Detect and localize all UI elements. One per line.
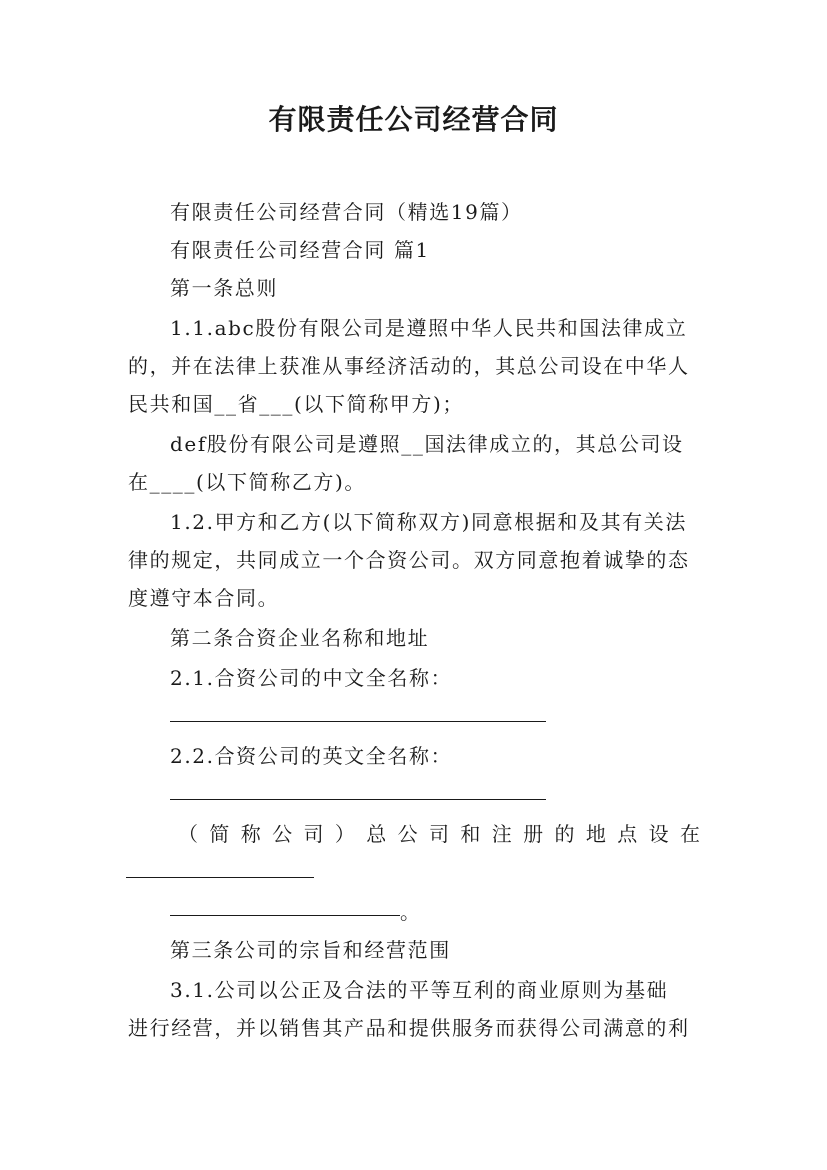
article-heading: 第一条总则 [170,276,278,300]
article-heading: 第三条公司的宗旨和经营范围 [170,938,451,962]
paragraph-line: （简称公司）总公司和注册的地点设在 [178,822,701,846]
fill-in-blank [170,915,400,916]
paragraph-line: 律的规定，共同成立一个合资公司。双方同意抱着诚挚的态 [128,548,690,572]
paragraph-line: 1.1.abc股份有限公司是遵照中华人民共和国法律成立 [170,316,688,340]
paragraph-line: 民共和国__省___(以下简称甲方)； [128,392,465,416]
subtitle-line: 有限责任公司经营合同（精选19篇） [170,200,523,224]
fill-in-blank [170,721,546,722]
fill-in-blank [170,799,546,800]
fill-in-blank [126,877,314,878]
paragraph-line: 2.1.合资公司的中文全名称： [170,666,453,690]
sentence-end: 。 [400,900,422,924]
paragraph-line: 度遵守本合同。 [128,586,280,610]
paragraph-line: 1.2.甲方和乙方(以下简称双方)同意根据和及其有关法 [170,510,687,534]
paragraph-line: def股份有限公司是遵照__国法律成立的，其总公司设 [170,432,684,456]
paragraph-line: 2.2.合资公司的英文全名称： [170,744,453,768]
article-heading: 第二条合资企业名称和地址 [170,626,430,650]
paragraph-line: 的，并在法律上获准从事经济活动的，其总公司设在中华人 [128,354,690,378]
section-heading: 有限责任公司经营合同 篇1 [170,238,430,262]
paragraph-line: 进行经营，并以销售其产品和提供服务而获得公司满意的利 [128,1016,690,1040]
document-title: 有限责任公司经营合同 [268,103,559,136]
paragraph-line: 3.1.公司以公正及合法的平等互利的商业原则为基础 [170,978,669,1002]
paragraph-line: 在____(以下简称乙方)。 [128,470,367,494]
